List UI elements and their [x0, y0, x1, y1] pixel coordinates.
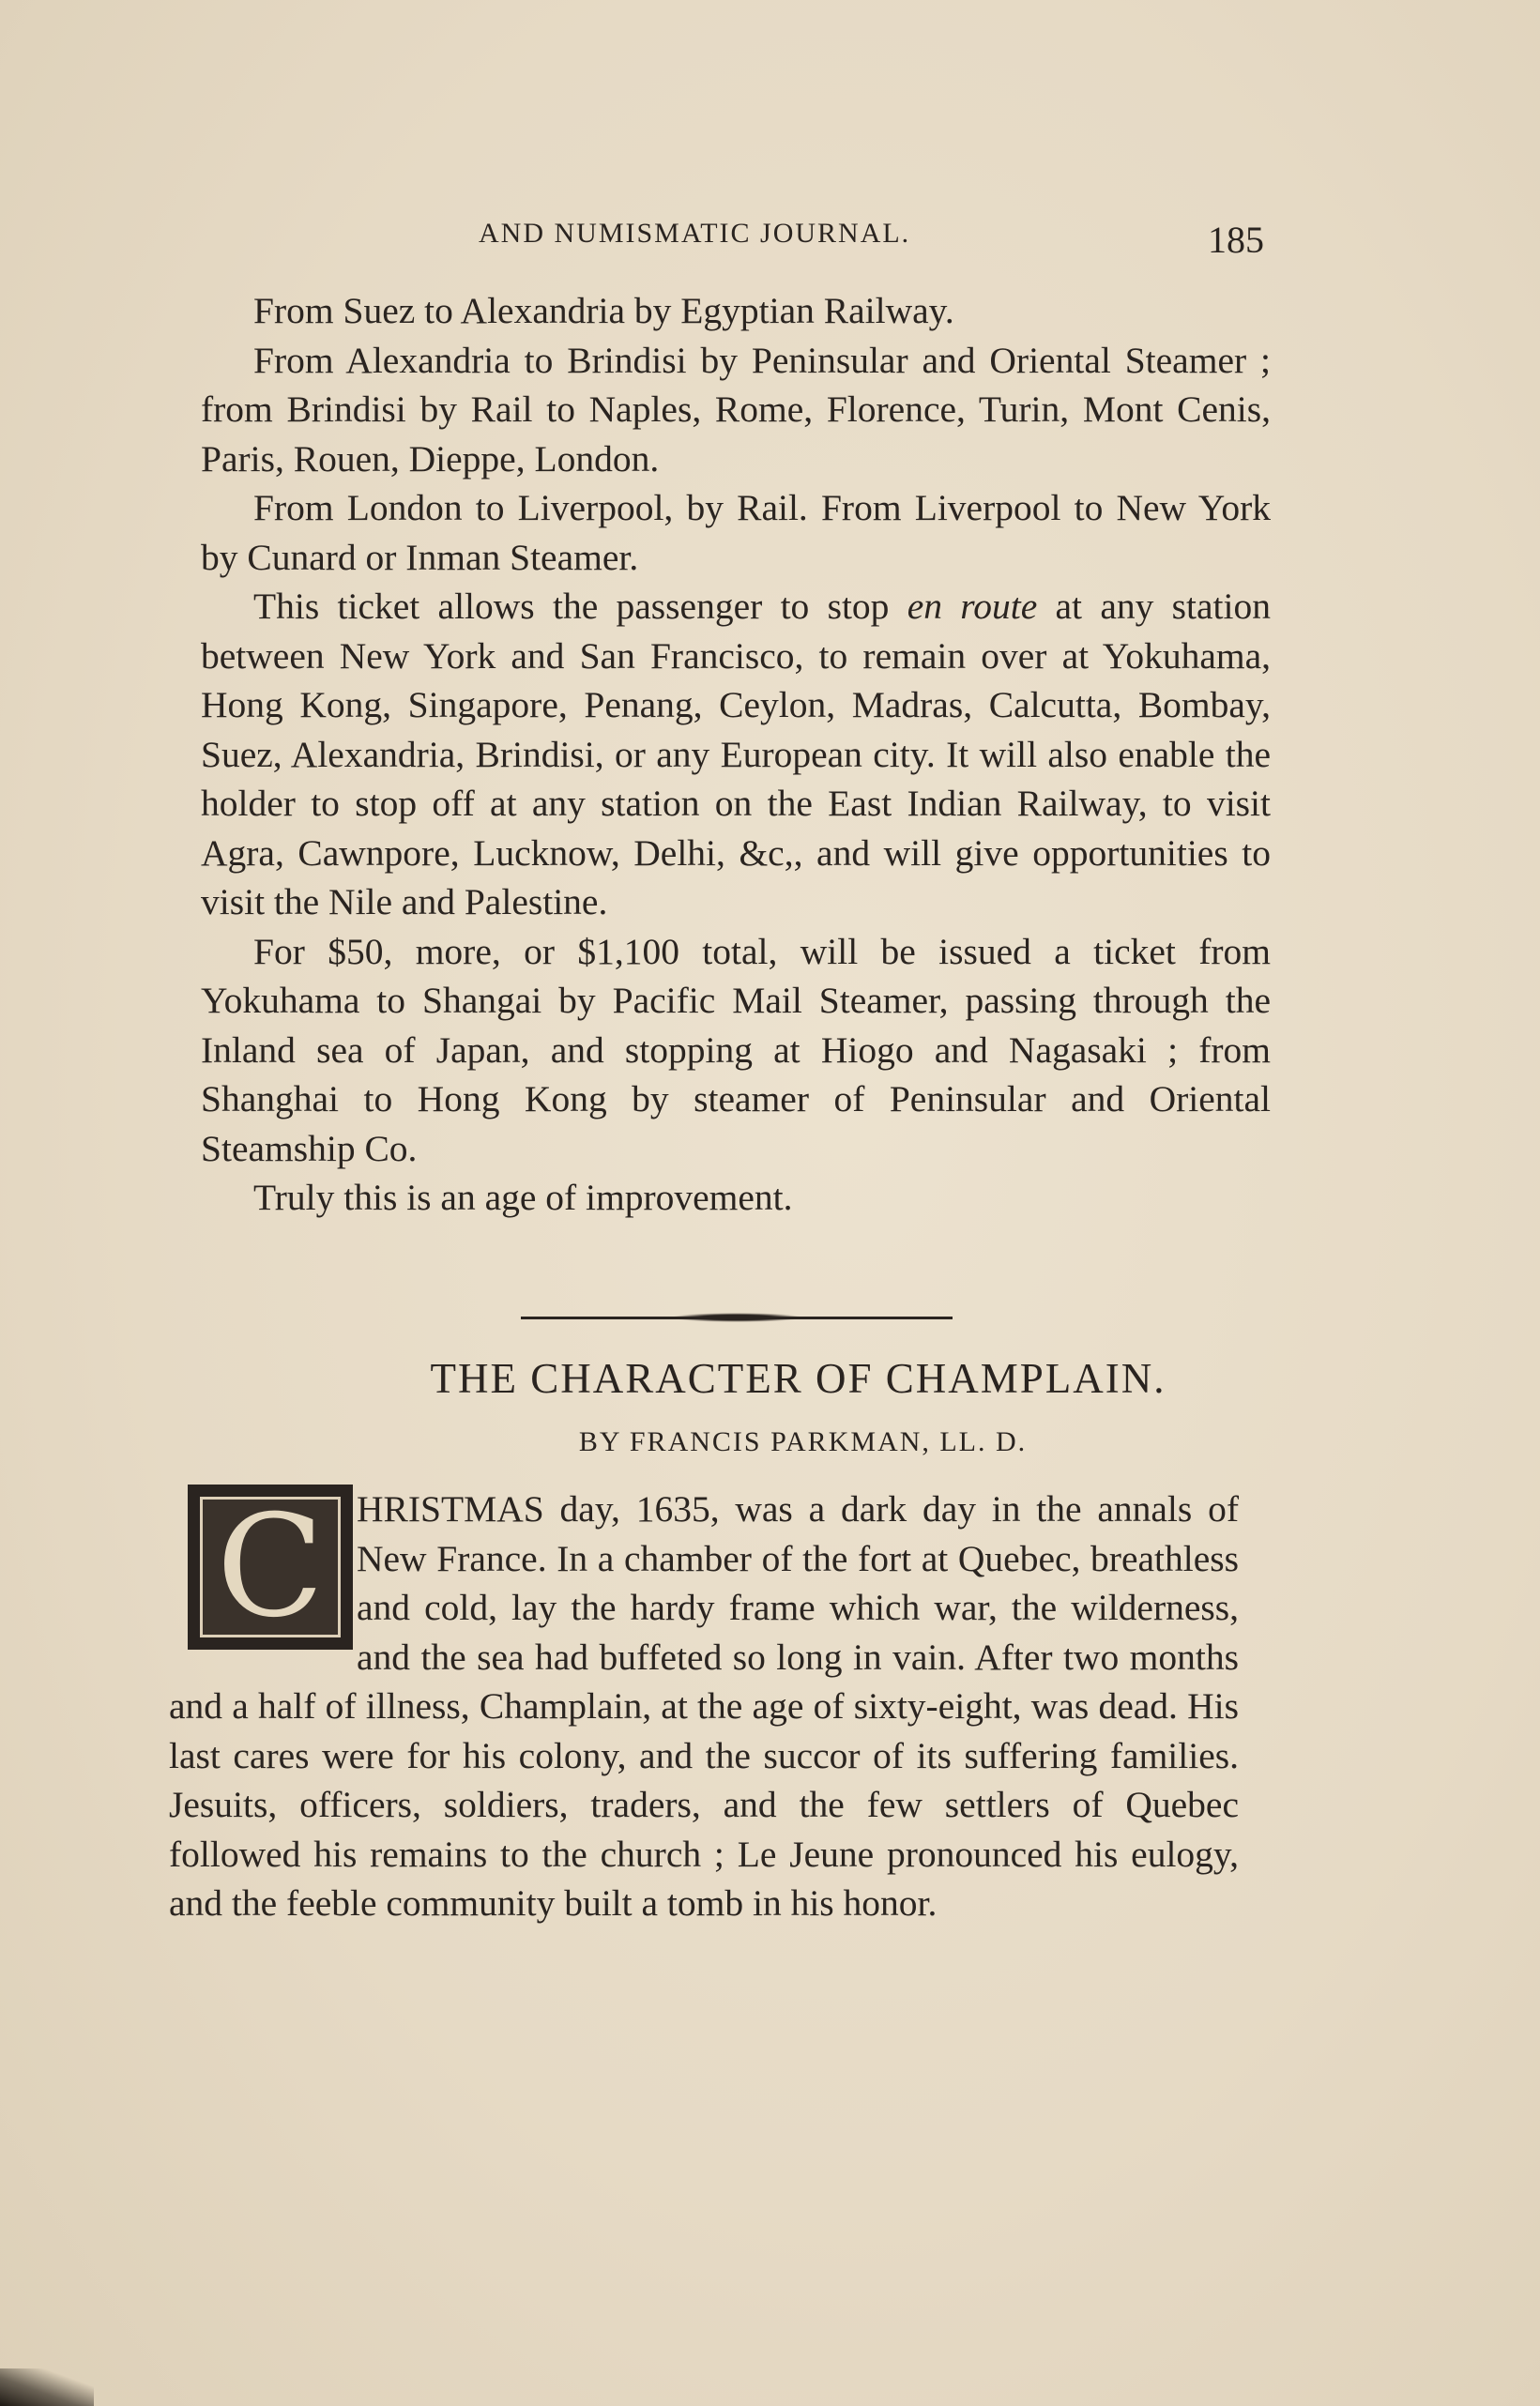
article-byline: BY FRANCIS PARKMAN, LL. D. — [578, 1426, 1028, 1457]
paragraph: Truly this is an age of improvement. — [253, 1177, 793, 1218]
itinerary-text — [201, 286, 1271, 1223]
running-head: AND NUMISMATIC JOURNAL. — [479, 218, 911, 249]
italic-phrase: en route — [907, 586, 1038, 627]
text-run: This ticket allows the passenger to stop — [253, 586, 907, 627]
page-number: 185 — [1208, 219, 1264, 261]
paragraph: From Alexandria to Brindisi by Peninsular and Oriental Steamer ; from Brindisi by Rail to Naples, Rome, Florence, Turin, Mont Cenis, Paris, Rouen, Dieppe, London. — [201, 339, 1271, 480]
article-text-run: HRISTMAS day, 1635, was a dark day in the annals of New France. In a chamber of the fort at Quebec, breathless and cold, lay the hardy frame which war, the wilderness, and the sea had buffeted so long in vain. After two months and a half of illness, Champlain, at the age of sixty-eight, was dead. His last cares were for his colony, and the succor of its suffering families. Jesuits, officers, soldiers, traders, and the few settlers of Quebec followed his remains to the church ; Le Jeune pronounced his eulogy, and the feeble community built a tomb in his honor. — [169, 1488, 1239, 1924]
paragraph: For $50, more, or $1,100 total, will be issued a ticket from Yokuhama to Shangai by Pacific Mail Steamer, passing through the Inland sea of Japan, and stopping at Hiogo and Nagasaki ; from Shanghai to Hong Kong by steamer of Peninsular and Oriental Steamship Co. — [201, 930, 1271, 1169]
scan-shadow — [0, 2368, 94, 2406]
initial-letter: C — [200, 1497, 341, 1637]
article-body — [169, 1485, 1239, 1928]
paragraph — [201, 582, 1271, 927]
text-run: at any station between New York and San Francisco, to remain over at Yokuhama, Hong Kong, Singapore, Penang, Ceylon, Madras, Calcutta, Bombay, Suez, Alexandria, Brindisi, or any European city. It will also enable the holder to stop off at any station on the East Indian Railway, to visit Agra, Cawnpore, Lucknow, Delhi, &c,, and will give opportunities to visit the Nile and Palestine. — [201, 586, 1271, 922]
section-divider — [521, 1317, 953, 1319]
article-paragraph — [169, 1485, 1239, 1928]
article-title: THE CHARACTER OF CHAMPLAIN. — [430, 1355, 1166, 1402]
paragraph: From London to Liverpool, by Rail. From Liverpool to New York by Cunard or Inman Steamer. — [201, 487, 1271, 578]
paragraph: From Suez to Alexandria by Egyptian Railway. — [253, 290, 954, 331]
